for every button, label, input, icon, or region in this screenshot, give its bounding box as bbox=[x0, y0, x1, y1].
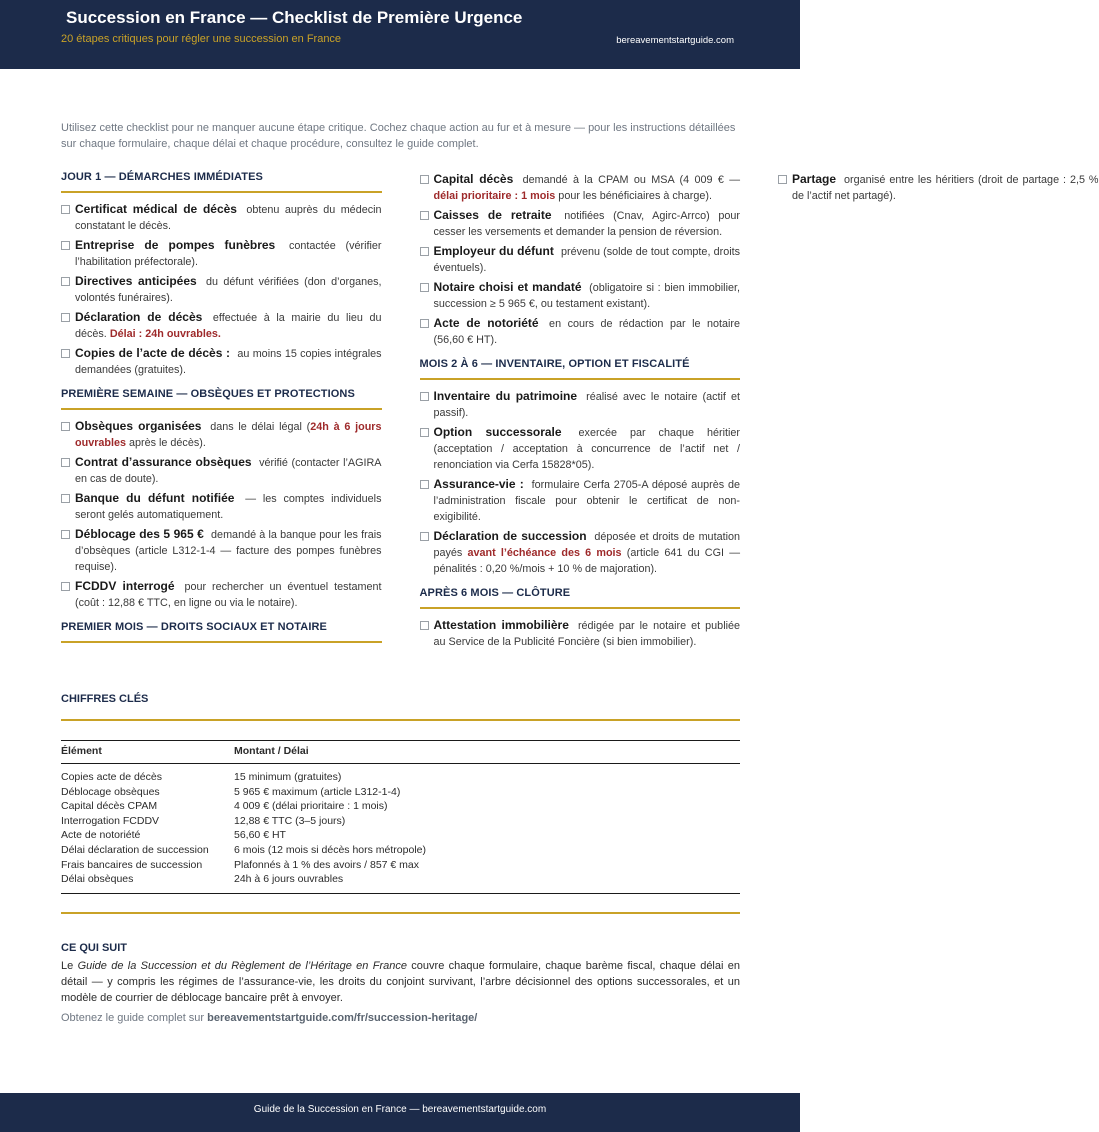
section-heading: JOUR 1 — DÉMARCHES IMMÉDIATES bbox=[61, 171, 382, 193]
section-heading: APRÈS 6 MOIS — CLÔTURE bbox=[420, 587, 741, 609]
checkbox[interactable] bbox=[420, 532, 429, 541]
guide-title: Guide de la Succession et du Règlement de l’Héritage en France bbox=[77, 960, 407, 972]
checkbox[interactable] bbox=[61, 313, 70, 322]
table-row bbox=[61, 843, 740, 858]
table-row bbox=[61, 764, 740, 785]
checkbox[interactable] bbox=[420, 319, 429, 328]
checkbox[interactable] bbox=[778, 175, 787, 184]
checklist-item bbox=[61, 418, 382, 451]
checklist-item bbox=[420, 528, 741, 577]
item-text: réalisé avec le notaire (actif et passif). bbox=[433, 391, 741, 419]
checkbox[interactable] bbox=[61, 494, 70, 503]
checklist-item bbox=[61, 201, 382, 234]
checklist-item bbox=[420, 315, 741, 348]
cell-element: Interrogation FCDDV bbox=[61, 814, 160, 827]
table-row bbox=[61, 785, 740, 800]
item-label: Employeur du défunt bbox=[433, 244, 554, 258]
checklist-item bbox=[61, 490, 382, 523]
checklist-columns bbox=[61, 171, 1099, 681]
checklist-item bbox=[61, 526, 382, 575]
cell-amount: 4 009 € (délai prioritaire : 1 mois) bbox=[234, 800, 388, 813]
cell-amount: 5 965 € maximum (article L312-1-4) bbox=[234, 785, 401, 798]
item-text: (obligatoire si : bien immobilier, succession ≥ 5 965 €, ou testament existant). bbox=[433, 282, 740, 310]
guide-link-line bbox=[61, 1012, 477, 1024]
checkbox[interactable] bbox=[61, 582, 70, 591]
item-label: Acte de notoriété bbox=[433, 316, 539, 330]
checkbox[interactable] bbox=[420, 621, 429, 630]
checklist-item bbox=[61, 345, 382, 378]
table-row bbox=[61, 828, 740, 843]
table-row bbox=[61, 799, 740, 814]
item-text-after: après le décès). bbox=[126, 437, 206, 449]
cell-element: Copies acte de décès bbox=[61, 771, 162, 783]
checkbox[interactable] bbox=[420, 283, 429, 292]
intro-text: Utilisez cette checklist pour ne manquer aucune étape critique. Cochez chaque action au fur et à mesure — pour les instructions détaillées sur chaque formulaire, chaque délai et chaque procédure, consultez le guide complet. bbox=[61, 122, 736, 150]
deadline-highlight: délai prioritaire : 1 mois bbox=[433, 190, 556, 202]
checkbox[interactable] bbox=[61, 277, 70, 286]
item-label: Entreprise de pompes funèbres bbox=[75, 238, 276, 252]
checklist-item bbox=[778, 171, 1099, 204]
checklist-item bbox=[420, 243, 741, 276]
checkbox[interactable] bbox=[420, 175, 429, 184]
header-site: bereavementstartguide.com bbox=[616, 35, 734, 46]
key-figures-body bbox=[61, 764, 740, 893]
deadline-highlight: Délai : 24h ouvrables. bbox=[109, 328, 221, 340]
cell-amount: 56,60 € HT bbox=[234, 829, 286, 842]
checklist-item bbox=[420, 207, 741, 240]
item-label: Capital décès bbox=[433, 172, 514, 186]
item-label: Partage bbox=[792, 172, 837, 186]
item-text: — les comptes individuels seront gelés automatiquement. bbox=[75, 493, 382, 521]
table-header-row bbox=[61, 741, 740, 764]
item-label: Inventaire du patrimoine bbox=[433, 389, 578, 403]
checklist-item bbox=[61, 237, 382, 270]
checkbox[interactable] bbox=[420, 428, 429, 437]
item-label: Déclaration de décès bbox=[75, 310, 203, 324]
guide-link[interactable]: bereavementstartguide.com/fr/succession-heritage/ bbox=[207, 1012, 478, 1024]
cell-amount: 12,88 € TTC (3–5 jours) bbox=[234, 814, 346, 827]
item-text: obtenu auprès du médecin constatant le décès. bbox=[75, 204, 382, 232]
item-label: Déblocage des 5 965 € bbox=[75, 527, 204, 541]
item-text: exercée par chaque héritier (acceptation / acceptation à concurrence de l’actif net / renonciation via Cerfa 15828*05). bbox=[433, 427, 740, 471]
cell-element: Frais bancaires de succession bbox=[61, 858, 203, 871]
table-row bbox=[61, 872, 740, 893]
checklist-item bbox=[61, 454, 382, 487]
item-label: Copies de l’acte de décès : bbox=[75, 346, 231, 360]
checkbox[interactable] bbox=[61, 205, 70, 214]
cell-amount: 24h à 6 jours ouvrables bbox=[234, 873, 344, 886]
checklist-item bbox=[420, 424, 741, 473]
item-text-after: pour les bénéficiaires à charge). bbox=[555, 190, 712, 202]
section-heading: PREMIER MOIS — DROITS SOCIAUX ET NOTAIRE bbox=[61, 621, 382, 643]
page-header bbox=[0, 0, 800, 69]
checklist-item bbox=[420, 388, 741, 421]
page-title: Succession en France — Checklist de Première Urgence bbox=[66, 8, 523, 27]
page-footer bbox=[0, 1093, 800, 1132]
item-text: demandé à la banque pour les frais d’obsèques (article L312-1-4 — facture des pompes funèbres requise). bbox=[75, 529, 382, 573]
checkbox[interactable] bbox=[420, 480, 429, 489]
item-text: dans le délai légal ( bbox=[205, 421, 311, 433]
item-text: organisé entre les héritiers (droit de partage : 2,5 % de l’actif net partagé). bbox=[792, 174, 1099, 202]
item-text: pour rechercher un éventuel testament (coût : 12,88 € TTC, en ligne ou via le notaire). bbox=[75, 581, 382, 609]
checkbox[interactable] bbox=[61, 458, 70, 467]
checkbox[interactable] bbox=[61, 422, 70, 431]
next-body bbox=[61, 958, 740, 1006]
column-header-element: Élément bbox=[61, 741, 234, 764]
divider bbox=[61, 912, 740, 914]
checkbox[interactable] bbox=[420, 211, 429, 220]
item-label: Option successorale bbox=[433, 425, 562, 439]
item-text: demandé à la CPAM ou MSA (4 009 € — bbox=[517, 174, 741, 186]
item-label: Banque du défunt notifiée bbox=[75, 491, 235, 505]
item-label: Assurance-vie : bbox=[433, 477, 524, 491]
column-header-amount: Montant / Délai bbox=[234, 741, 740, 764]
checkbox[interactable] bbox=[61, 530, 70, 539]
item-label: FCDDV interrogé bbox=[75, 579, 175, 593]
checklist-item bbox=[61, 578, 382, 611]
cell-element: Capital décès CPAM bbox=[61, 800, 158, 813]
item-text: effectuée à la mairie du lieu du décès. bbox=[75, 312, 382, 340]
item-text: du défunt vérifiées (don d’organes, volontés funéraires). bbox=[75, 276, 382, 304]
footer-text: Guide de la Succession en France — bereavementstartguide.com bbox=[253, 1104, 547, 1115]
item-label: Directives anticipées bbox=[75, 274, 197, 288]
cell-amount: Plafonnés à 1 % des avoirs / 857 € max bbox=[234, 858, 420, 871]
item-text: contactée (vérifier l’habilitation préfectorale). bbox=[75, 240, 382, 268]
item-text: prévenu (solde de tout compte, droits éventuels). bbox=[433, 246, 740, 274]
cell-element: Délai obsèques bbox=[61, 873, 134, 886]
item-label: Caisses de retraite bbox=[433, 208, 552, 222]
cell-amount: 15 minimum (gratuites) bbox=[234, 771, 342, 783]
item-text: rédigée par le notaire et publiée au Service de la Publicité Foncière (si bien immobilier). bbox=[433, 620, 740, 648]
guide-link-prefix: Obtenez le guide complet sur bbox=[61, 1012, 208, 1024]
item-text: en cours de rédaction par le notaire (56,60 € HT). bbox=[433, 318, 740, 346]
next-body-prefix: Le bbox=[61, 960, 78, 972]
checklist-item bbox=[61, 309, 382, 342]
item-text: au moins 15 copies intégrales demandées (gratuites). bbox=[75, 348, 382, 376]
item-label: Déclaration de succession bbox=[433, 529, 587, 543]
item-label: Attestation immobilière bbox=[433, 618, 569, 632]
page-subtitle: 20 étapes critiques pour régler une succession en France bbox=[61, 33, 342, 45]
item-text-after: (article 641 du CGI — pénalités : 0,20 %/mois + 10 % de majoration). bbox=[433, 547, 740, 575]
cell-element: Acte de notoriété bbox=[61, 829, 141, 842]
section-heading: PREMIÈRE SEMAINE — OBSÈQUES ET PROTECTIONS bbox=[61, 388, 382, 410]
section-heading: MOIS 2 À 6 — INVENTAIRE, OPTION ET FISCALITÉ bbox=[420, 358, 741, 380]
key-figures-table bbox=[61, 740, 740, 894]
item-label: Notaire choisi et mandaté bbox=[433, 280, 582, 294]
item-label: Obsèques organisées bbox=[75, 419, 202, 433]
checkbox[interactable] bbox=[61, 349, 70, 358]
checklist-item bbox=[420, 279, 741, 312]
checklist-item bbox=[420, 171, 741, 204]
item-text: formulaire Cerfa 2705-A déposé auprès de l’administration fiscale pour obtenir le certificat de non-exigibilité. bbox=[433, 479, 740, 523]
item-label: Certificat médical de décès bbox=[75, 202, 237, 216]
checklist-item bbox=[61, 273, 382, 306]
deadline-highlight: 24h à 6 jours ouvrables bbox=[75, 421, 382, 449]
deadline-highlight: avant l’échéance des 6 mois bbox=[467, 547, 622, 559]
item-text: vérifié (contacter l’AGIRA en cas de doute). bbox=[75, 457, 382, 485]
next-body-suffix: couvre chaque formulaire, chaque barème fiscal, chaque délai en détail — y compris les régimes de l’assurance-vie, les droits du conjoint survivant, l’arbre décisionnel des options successorales, et un modèle de courrier de déblocage bancaire prêt à envoyer. bbox=[61, 960, 740, 1004]
checklist-item bbox=[420, 617, 741, 650]
cell-element: Déblocage obsèques bbox=[61, 785, 160, 798]
table-row bbox=[61, 814, 740, 829]
cell-amount: 6 mois (12 mois si décès hors métropole) bbox=[234, 843, 426, 856]
checkbox[interactable] bbox=[420, 392, 429, 401]
checkbox[interactable] bbox=[420, 247, 429, 256]
table-row bbox=[61, 858, 740, 873]
item-label: Contrat d’assurance obsèques bbox=[75, 455, 252, 469]
item-text: notifiées (Cnav, Agirc-Arrco) pour cesser les versements et demander la pension de réversion. bbox=[433, 210, 740, 238]
next-heading: CE QUI SUIT bbox=[61, 942, 128, 954]
cell-element: Délai déclaration de succession bbox=[61, 843, 209, 856]
checkbox[interactable] bbox=[61, 241, 70, 250]
checklist-item bbox=[420, 476, 741, 525]
item-text: déposée et droits de mutation payés bbox=[433, 531, 740, 559]
key-figures-heading: CHIFFRES CLÉS bbox=[61, 693, 740, 721]
